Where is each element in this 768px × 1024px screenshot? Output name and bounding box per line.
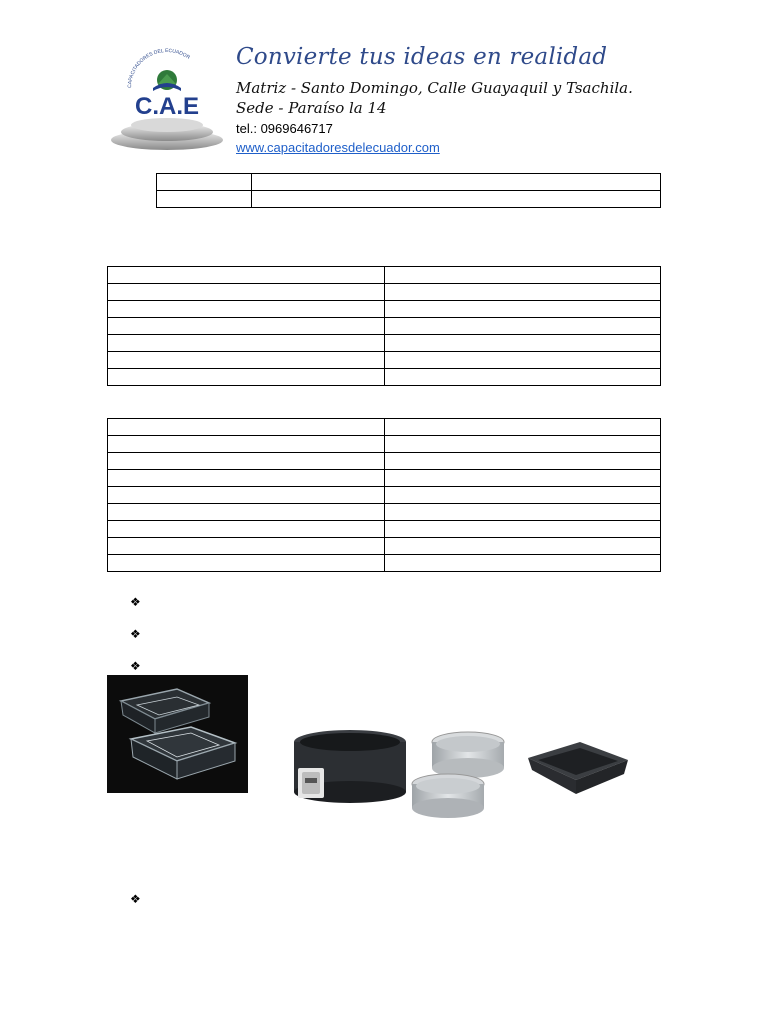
table-cell bbox=[385, 419, 661, 436]
table-row bbox=[108, 318, 661, 335]
table-cell bbox=[108, 335, 385, 352]
table-row bbox=[108, 352, 661, 369]
table-cell bbox=[385, 470, 661, 487]
table-cell bbox=[108, 301, 385, 318]
logo-text: C.A.E bbox=[134, 93, 200, 120]
table-cell bbox=[385, 487, 661, 504]
table-cell bbox=[385, 284, 661, 301]
table-cell bbox=[385, 521, 661, 538]
table-cell bbox=[108, 470, 385, 487]
table-cell bbox=[108, 538, 385, 555]
cae-logo bbox=[106, 44, 228, 152]
table-cell bbox=[252, 174, 661, 191]
table-cell bbox=[385, 555, 661, 572]
table-row bbox=[157, 174, 661, 191]
table-row bbox=[157, 191, 661, 208]
table-cell bbox=[108, 555, 385, 572]
table-row bbox=[108, 538, 661, 555]
table-cell bbox=[385, 318, 661, 335]
table-cell bbox=[385, 538, 661, 555]
table-cell bbox=[108, 369, 385, 386]
plastic-container-icon bbox=[107, 675, 248, 793]
logo-ring-text: CAPACITADORES DEL ECUADOR bbox=[126, 47, 191, 89]
table-row bbox=[108, 504, 661, 521]
table-cell bbox=[108, 453, 385, 470]
table-cell bbox=[157, 174, 252, 191]
bullet-icon: ❖ bbox=[130, 627, 141, 641]
phone-number: tel.: 0969646717 bbox=[236, 121, 333, 136]
table-cell bbox=[385, 504, 661, 521]
table-row bbox=[108, 436, 661, 453]
table-row bbox=[108, 521, 661, 538]
table-cell bbox=[385, 301, 661, 318]
info-table bbox=[156, 173, 661, 208]
header-title: Convierte tus ideas en realidad bbox=[236, 44, 608, 70]
table-cell bbox=[108, 504, 385, 521]
address-line-2: Sede - Paraíso la 14 bbox=[236, 99, 387, 117]
table-row bbox=[108, 487, 661, 504]
table-row bbox=[108, 267, 661, 284]
table-cell bbox=[108, 267, 385, 284]
table-row bbox=[108, 301, 661, 318]
table-cell bbox=[385, 453, 661, 470]
ingredients-table-2 bbox=[107, 418, 661, 572]
table-cell bbox=[108, 487, 385, 504]
table-cell bbox=[108, 284, 385, 301]
table-cell bbox=[385, 267, 661, 284]
table-row bbox=[108, 453, 661, 470]
table-row bbox=[108, 419, 661, 436]
table-cell bbox=[252, 191, 661, 208]
table-cell bbox=[385, 369, 661, 386]
table-row bbox=[108, 284, 661, 301]
table-cell bbox=[385, 335, 661, 352]
bullet-icon: ❖ bbox=[130, 892, 141, 906]
table-cell bbox=[385, 436, 661, 453]
bullet-icon: ❖ bbox=[130, 659, 141, 673]
round-cake-pans-icon bbox=[410, 728, 506, 826]
table-row bbox=[108, 335, 661, 352]
ingredients-table-1 bbox=[107, 266, 661, 386]
table-cell bbox=[108, 521, 385, 538]
bullet-icon: ❖ bbox=[130, 595, 141, 609]
table-cell bbox=[108, 419, 385, 436]
table-cell bbox=[108, 318, 385, 335]
springform-pan-icon bbox=[292, 728, 412, 804]
website-link[interactable]: www.capacitadoresdelecuador.com bbox=[236, 140, 440, 155]
table-cell bbox=[108, 436, 385, 453]
square-baking-pan-icon bbox=[524, 738, 632, 800]
table-cell bbox=[157, 191, 252, 208]
table-row bbox=[108, 369, 661, 386]
address-line-1: Matriz - Santo Domingo, Calle Guayaquil y Tsachila. bbox=[236, 79, 633, 97]
table-row bbox=[108, 555, 661, 572]
table-cell bbox=[385, 352, 661, 369]
table-row bbox=[108, 470, 661, 487]
table-cell bbox=[108, 352, 385, 369]
